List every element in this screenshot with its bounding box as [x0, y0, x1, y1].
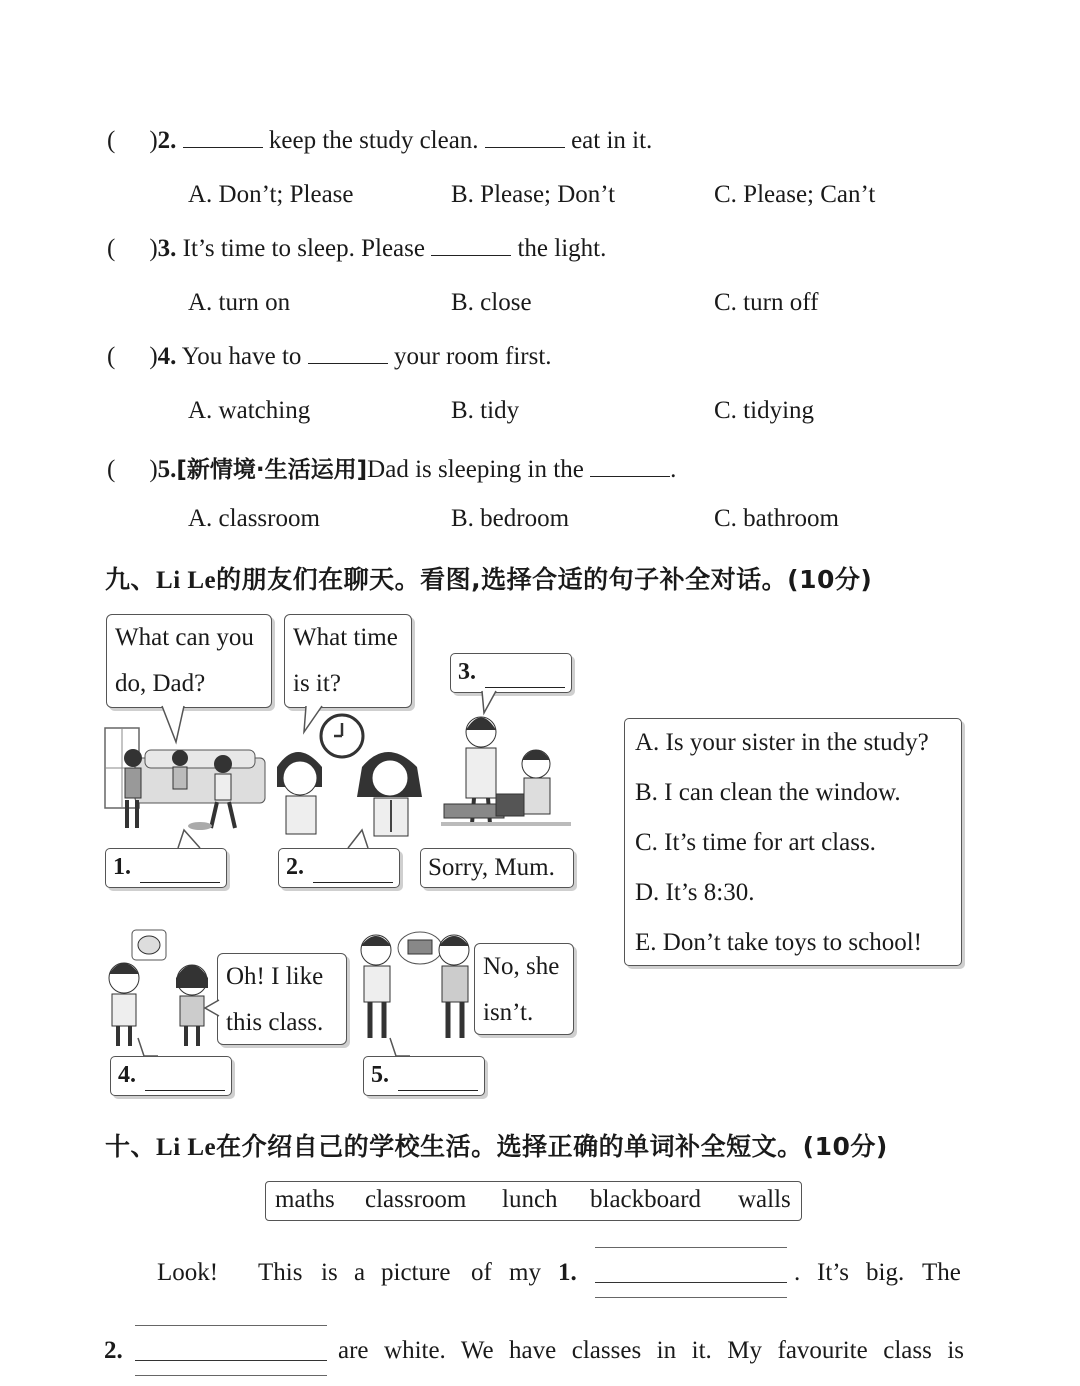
option-a: A. Don’t; Please [188, 181, 354, 208]
answer-blank[interactable] [308, 362, 388, 364]
option-a: A. watching [188, 397, 311, 424]
passage-word: . [794, 1259, 801, 1286]
answer-blank[interactable] [183, 146, 263, 148]
answer-paren-open[interactable]: ( [107, 456, 116, 483]
girls-clock-illustration [262, 712, 427, 840]
question-2: ( )2. keep the study clean. eat in it. [107, 127, 653, 154]
answer-paren-open[interactable]: ( [107, 343, 116, 370]
option-c: C. Please; Can’t [714, 181, 876, 208]
section-10-heading: 十、Li Le在介绍自己的学校生活。选择正确的单词补全短文。(10分) [105, 1132, 888, 1161]
bubble-tail [203, 1000, 221, 1020]
answer-blank-1[interactable] [140, 881, 220, 883]
answer-paren-open[interactable]: ( [107, 127, 116, 154]
option-b: B. Please; Don’t [451, 181, 616, 208]
answer-paren-open[interactable]: ( [107, 235, 116, 262]
speech-bubble-4: Oh! I like this class. [217, 953, 347, 1045]
family-cleaning-illustration [105, 718, 270, 838]
option-a: A. turn on [188, 289, 291, 316]
question-number: 5. [157, 456, 177, 483]
word-classroom: classroom [365, 1186, 467, 1213]
speech-bubble-1: What can you do, Dad? [106, 614, 272, 708]
answer-bubble-4: 4. [110, 1056, 232, 1096]
question-5: ( )5.[新情境·生活运用]Dad is sleeping in the . [107, 456, 677, 483]
context-tag: [新情境·生活运用] [176, 457, 368, 483]
answer-blank[interactable] [485, 146, 565, 148]
writing-guide-line [135, 1375, 327, 1376]
answer-blank[interactable] [590, 475, 670, 477]
answer-blank-2[interactable] [313, 881, 393, 883]
word-blackboard: blackboard [590, 1186, 702, 1213]
passage-text: are white. We have classes in it. My favourite class is [338, 1337, 964, 1364]
blank-number: 2. [104, 1337, 123, 1364]
mum-boy-illustration [436, 712, 576, 840]
bubble-tail [388, 1038, 418, 1058]
writing-guide-line [135, 1325, 327, 1326]
passage-word: Look! [157, 1259, 219, 1286]
question-4: ( )4. You have to your room first. [107, 343, 552, 370]
passage-word: big. [866, 1259, 905, 1286]
answer-blank-5[interactable] [398, 1089, 478, 1091]
answer-blank[interactable] [431, 254, 511, 256]
option-b: B. tidy [451, 397, 520, 424]
question-number: 3. [157, 235, 177, 262]
section-9-heading: 九、Li Le的朋友们在聊天。看图,选择合适的句子补全对话。(10分) [105, 565, 873, 594]
blank-number: 1. [558, 1259, 577, 1286]
bubble-tail [136, 1038, 166, 1058]
option-b: B. close [451, 289, 532, 316]
option-e: E. Don’t take toys to school! [635, 929, 922, 956]
bubble-tail [346, 828, 376, 850]
answer-blank-4[interactable] [145, 1089, 225, 1091]
answer-blank-line-2[interactable] [135, 1360, 327, 1361]
option-c: C. tidying [714, 397, 815, 424]
option-b: B. I can clean the window. [635, 779, 901, 806]
speech-bubble-5: No, she isn’t. [474, 943, 574, 1035]
question-3: ( )3. It’s time to sleep. Please the light. [107, 235, 607, 262]
passage-word: picture [381, 1259, 451, 1286]
kids-art-class-illustration [104, 928, 216, 1053]
word-lunch: lunch [502, 1186, 558, 1213]
boys-talking-illustration [356, 928, 474, 1050]
speech-bubble-3: 3. [450, 653, 572, 693]
passage-word: my [509, 1259, 541, 1286]
writing-guide-line [595, 1297, 787, 1298]
option-c: C. It’s time for art class. [635, 829, 876, 856]
passage-word: It’s [817, 1259, 849, 1286]
reply-bubble-3: Sorry, Mum. [420, 848, 574, 888]
bubble-tail [176, 828, 206, 850]
writing-guide-line [595, 1247, 787, 1248]
option-d: D. It’s 8:30. [635, 879, 755, 906]
option-c: C. bathroom [714, 505, 839, 532]
question-number: 4. [157, 343, 177, 370]
word-maths: maths [275, 1186, 335, 1213]
answer-bubble-1: 1. [105, 848, 227, 888]
option-a: A. Is your sister in the study? [635, 729, 929, 756]
option-a: A. classroom [188, 505, 320, 532]
passage-word: is [321, 1259, 338, 1286]
answer-blank-3[interactable] [485, 686, 565, 688]
passage-word: The [922, 1259, 961, 1286]
option-c: C. turn off [714, 289, 819, 316]
answer-bubble-5: 5. [363, 1056, 485, 1096]
section-9-options-box [624, 718, 962, 966]
speech-bubble-2: What time is it? [284, 614, 412, 708]
passage-word: of [471, 1259, 492, 1286]
answer-bubble-2: 2. [278, 848, 400, 888]
passage-word: This [258, 1259, 303, 1286]
word-walls: walls [738, 1186, 791, 1213]
question-number: 2. [157, 127, 177, 154]
option-b: B. bedroom [451, 505, 570, 532]
passage-word: a [354, 1259, 366, 1286]
word-bank [265, 1181, 802, 1221]
answer-blank-line-1[interactable] [595, 1282, 787, 1283]
